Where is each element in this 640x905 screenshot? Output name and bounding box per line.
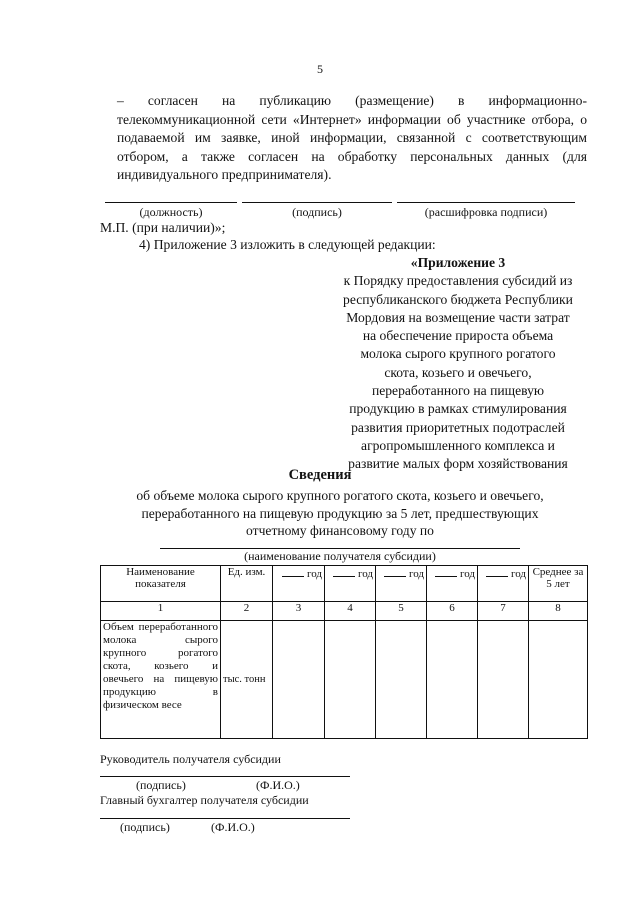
annex-line: молока сырого крупного рогатого: [360, 346, 556, 362]
column-number: 6: [427, 602, 478, 621]
table-header-row: [101, 566, 588, 602]
subheading-line: отчетному финансовому году по: [246, 523, 434, 538]
table-row: [101, 621, 588, 739]
decoding-line: [397, 202, 575, 203]
document-heading: Сведения: [288, 467, 352, 483]
annex-line: продукцию в рамках стимулирования: [349, 401, 567, 417]
head-title: Руководитель получателя субсидии: [100, 752, 281, 766]
accountant-signature-caption: (подпись): [120, 820, 170, 834]
item-4: 4) Приложение 3 изложить в следующей редакции:: [139, 237, 436, 252]
consent-paragraph: – согласен на публикацию (размещение) в информационно-телекоммуникационной сети «Интернет» информации об участнике отбора, о подаваемой им заявке, иной информации, связанной с соответствующим отбором, а также согласен на обработку персональных данных (для индивидуального предпринимателя).: [117, 93, 587, 183]
year-blank: [486, 566, 508, 577]
subheading-line: переработанного на пищевую продукцию за 5 лет, предшествующих: [141, 505, 539, 521]
year-blank: [282, 566, 304, 577]
position-line: [105, 202, 237, 203]
annex-line: скота, козьего и овечьего,: [384, 364, 532, 380]
column-number: 3: [273, 602, 325, 621]
accountant-signature-line: [100, 818, 350, 819]
year-blank: [384, 566, 406, 577]
annex-line: Мордовия на возмещение части затрат: [346, 309, 570, 325]
year-blank: [333, 566, 355, 577]
annex-line: развития приоритетных подотраслей: [351, 419, 565, 435]
signature-caption: (подпись): [292, 205, 342, 219]
document-subheading: [110, 487, 570, 540]
annex-line: развитие малых форм хозяйствования: [348, 456, 568, 472]
value-cell: [427, 621, 478, 739]
decoding-caption: (расшифровка подписи): [424, 205, 548, 219]
value-cell: [376, 621, 427, 739]
value-cell: [273, 621, 325, 739]
column-number: 8: [529, 602, 588, 621]
annex-line: переработанного на пищевую: [371, 383, 545, 399]
value-cell: [325, 621, 376, 739]
annex-title: «Приложение 3: [410, 255, 506, 270]
annex-line: агропромышленного комплекса и: [361, 437, 555, 453]
seal-note: М.П. (при наличии)»;: [100, 220, 226, 235]
header-indicator: Наименование показателя: [101, 566, 221, 602]
accountant-title: Главный бухгалтер получателя субсидии: [100, 793, 309, 807]
recipient-caption: (наименование получателя субсидии): [244, 549, 436, 563]
column-number: 2: [221, 602, 273, 621]
accountant-name-caption: (Ф.И.О.): [211, 820, 255, 834]
row-indicator-name: Объем переработанного молока сырого крупного рогатого скота, козьего и овечьего на пищевую продукцию в физическом весе: [101, 621, 221, 739]
head-signature-line: [100, 776, 350, 777]
header-year: год: [478, 566, 529, 602]
table-number-row: [101, 602, 588, 621]
annex-block: [330, 254, 586, 474]
header-average: Среднее за 5 лет: [529, 566, 588, 602]
annex-line: к Порядку предоставления субсидий из: [343, 273, 573, 289]
data-table: [100, 565, 588, 739]
header-unit: Ед. изм.: [221, 566, 273, 602]
subheading-line: об объеме молока сырого крупного рогатого скота, козьего и овечьего,: [136, 488, 544, 503]
header-year: год: [325, 566, 376, 602]
annex-line: на обеспечение прироста объема: [362, 328, 554, 344]
row-unit: тыс. тонн: [221, 621, 273, 739]
signature-line: [242, 202, 392, 203]
page-number: 5: [317, 62, 323, 76]
position-caption: (должность): [139, 205, 203, 219]
head-signature-caption: (подпись): [136, 778, 186, 792]
header-year: год: [273, 566, 325, 602]
head-name-caption: (Ф.И.О.): [256, 778, 300, 792]
annex-line: республиканского бюджета Республики: [343, 291, 573, 307]
value-cell: [478, 621, 529, 739]
column-number: 7: [478, 602, 529, 621]
header-year: год: [376, 566, 427, 602]
header-year: год: [427, 566, 478, 602]
column-number: 5: [376, 602, 427, 621]
value-cell: [529, 621, 588, 739]
column-number: 1: [101, 602, 221, 621]
year-blank: [435, 566, 457, 577]
column-number: 4: [325, 602, 376, 621]
